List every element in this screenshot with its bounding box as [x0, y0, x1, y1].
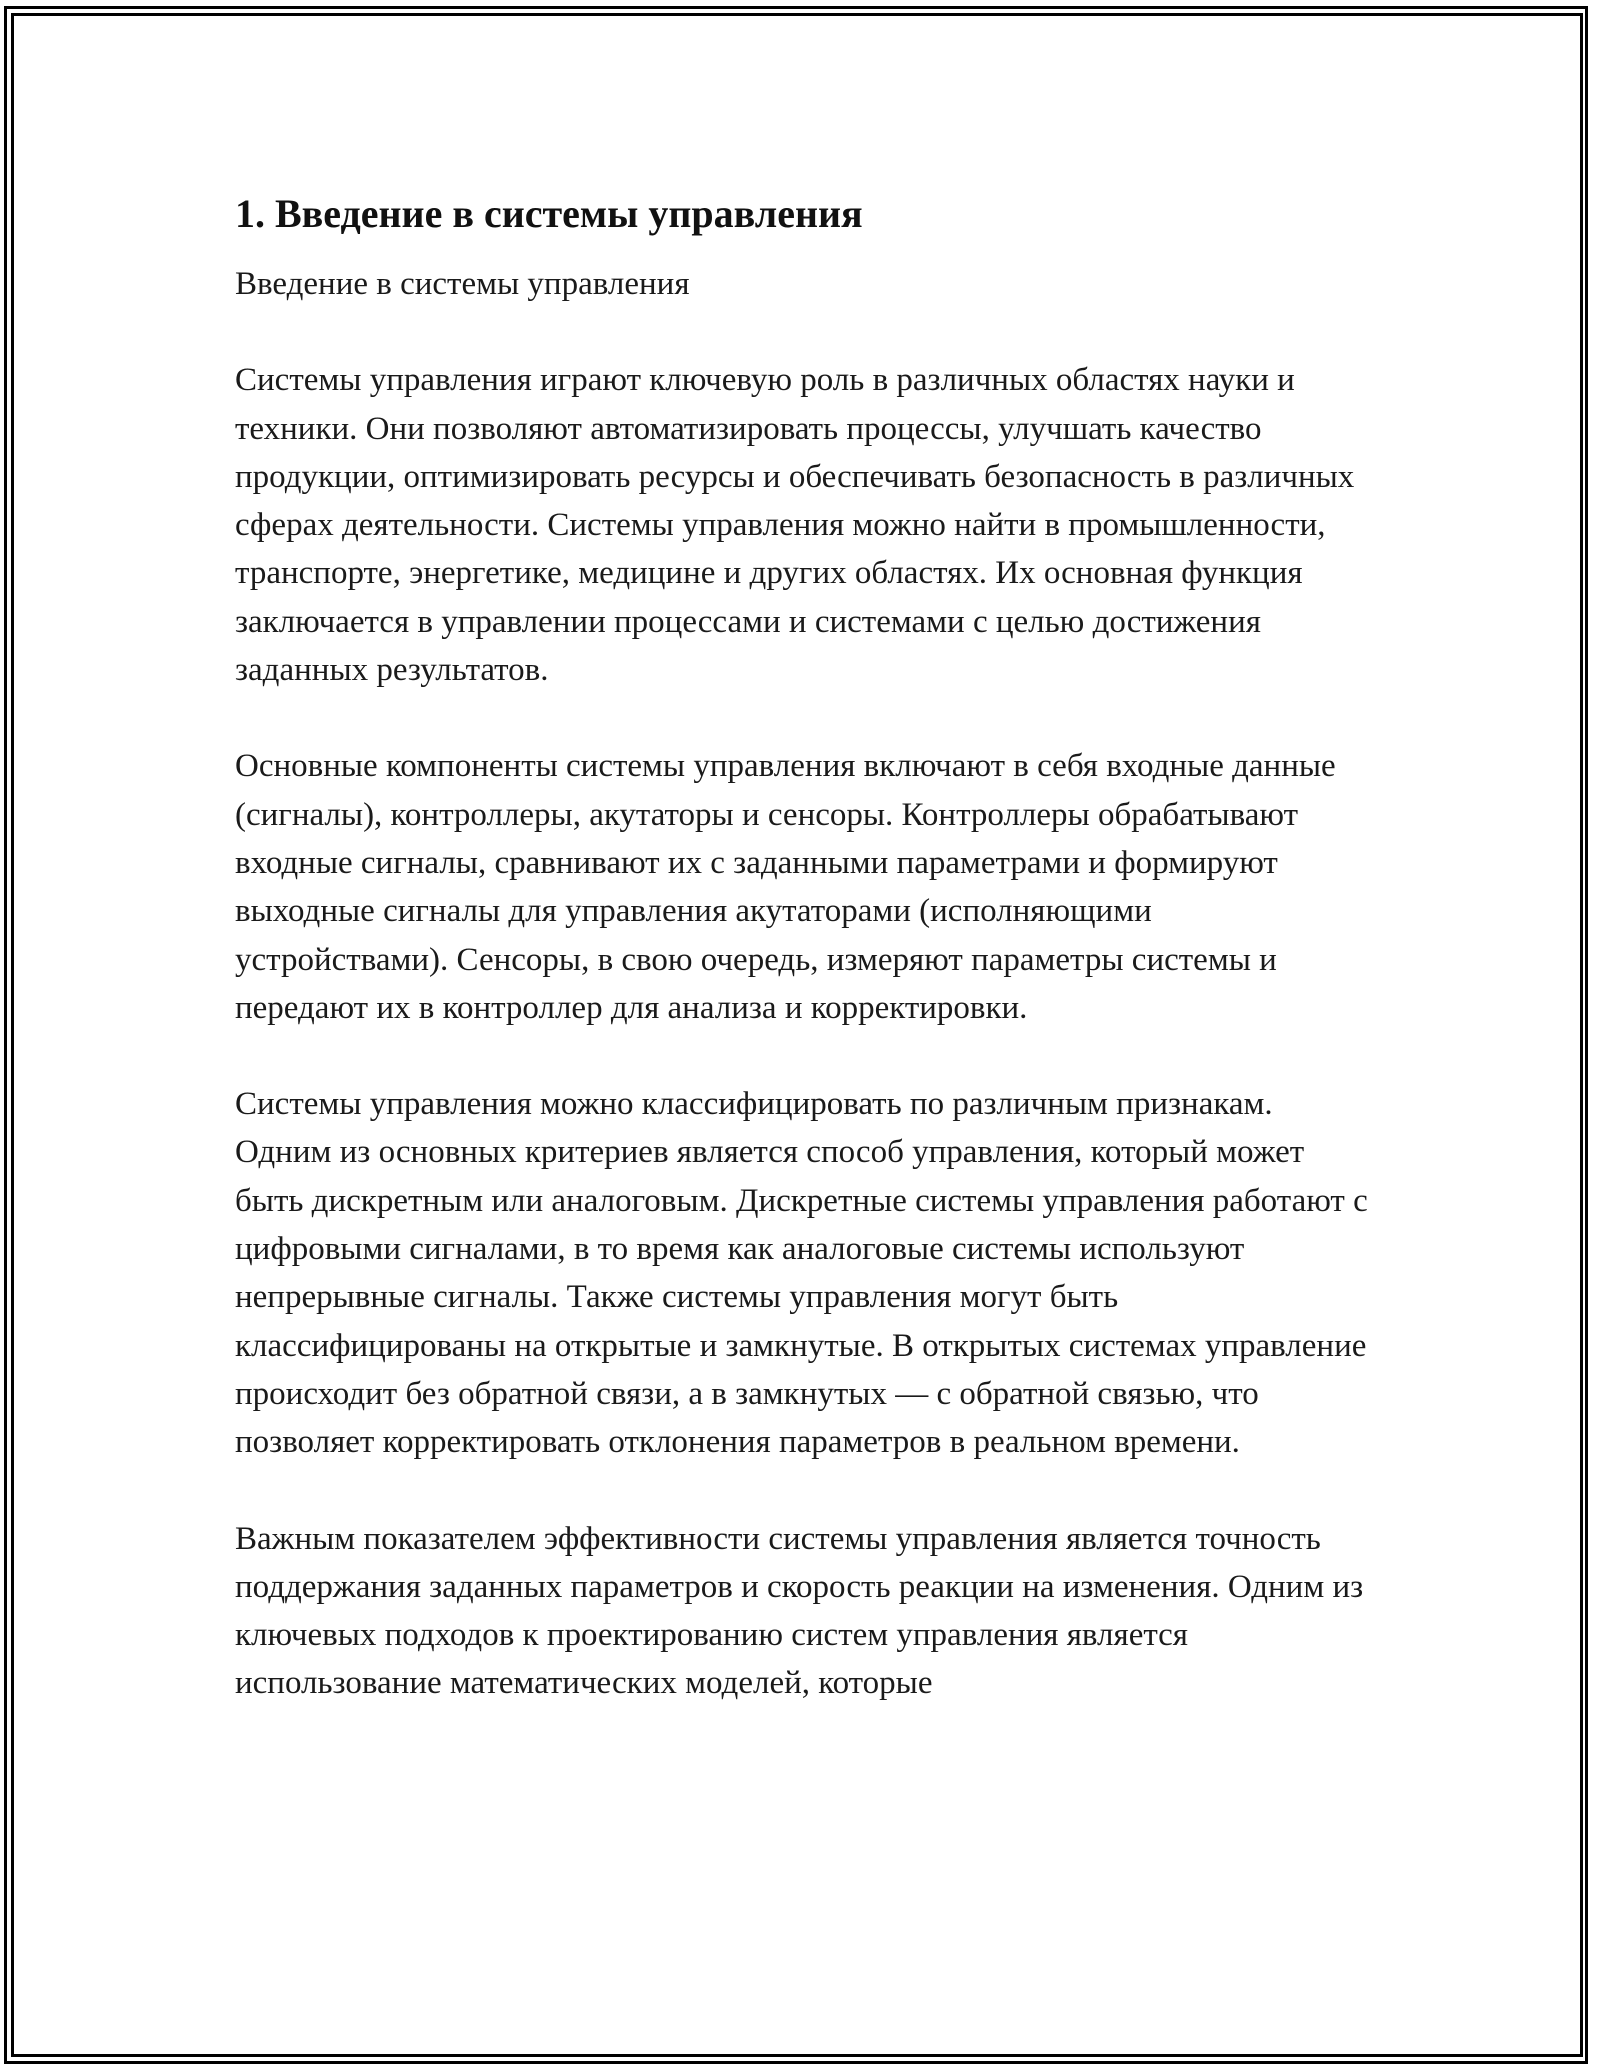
paragraph-components: Основные компоненты системы управления включают в себя входные данные (сигналы), контроллеры, акутаторы и сенсоры. Контроллеры обрабатывают входные сигналы, сравнивают их с заданными параметрами и формируют выходные сигналы для управления акутаторами (исполняющими устройствами). Сенсоры, в свою очередь, измеряют параметры системы и передают их в контроллер для анализа и корректировки. — [235, 748, 1336, 1026]
section-heading: 1. Введение в системы управления — [235, 191, 863, 236]
paragraph-efficiency: Важным показателем эффективности системы управления является точность поддержания заданных параметров и скорость реакции на изменения. Одним из ключевых подходов к проектированию систем управления является использование математических моделей, которые — [235, 1520, 1364, 1702]
paragraph-intro: Системы управления играют ключевую роль в различных областях науки и техники. Они позволяют автоматизировать процессы, улучшать качество продукции, оптимизировать ресурсы и обеспечивать безопасность в различных сферах деятельности. Системы управления можно найти в промышленности, транспорте, энергетике, медицине и других областях. Их основная функция заключается в управлении процессами и системами с целью достижения заданных результатов. — [235, 362, 1355, 689]
document-body — [235, 188, 1370, 1756]
section-subtitle: Введение в системы управления — [235, 266, 690, 302]
paragraph-classification: Системы управления можно классифицировать по различным признакам. Одним из основных критериев является способ управления, который может быть дискретным или аналоговым. Дискретные системы управления работают с цифровыми сигналами, в то время как аналоговые системы используют непрерывные сигналы. Также системы управления могут быть классифицированы на открытые и замкнутые. В открытых системах управление происходит без обратной связи, а в замкнутых — с обратной связью, что позволяет корректировать отклонения параметров в реальном времени. — [235, 1086, 1368, 1461]
